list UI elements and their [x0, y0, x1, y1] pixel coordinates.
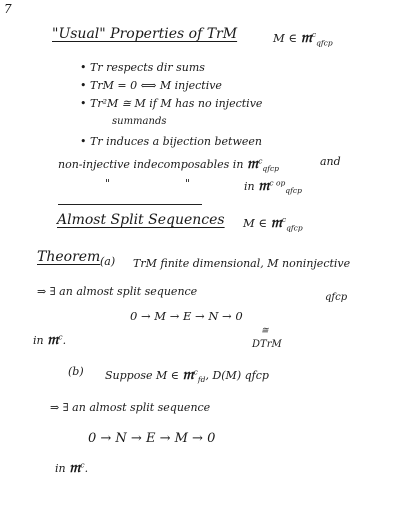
section-divider: [58, 204, 202, 205]
theorem-label: Theorem: [37, 249, 101, 265]
page-number: 7: [4, 2, 12, 16]
dtr-label: DTrM: [252, 339, 282, 350]
ditto-mark: ": [105, 177, 111, 190]
section2-condition: M ∈ 𝔪$^c_{qfcp}$: [243, 213, 303, 233]
section-title-almost-split: Almost Split Sequences: [57, 212, 225, 228]
bullet-item: • Tr respects dir sums: [80, 61, 205, 74]
part-a-label: (a): [100, 255, 116, 268]
bullet-item: • TrM = 0 ⟺ M injective: [80, 79, 222, 92]
part-b-label: (b): [68, 365, 84, 378]
exists-line-a: ⇒ ∃ an almost split sequence: [37, 285, 198, 298]
in-mc-a: in 𝔪$^c$.: [33, 330, 67, 348]
iso-mark: ≅: [261, 326, 269, 336]
side-note-qfcp: qfcp: [325, 292, 348, 303]
bullet-item-continuation: non-injective indecomposables in 𝔪$^c_{qfcp}$: [58, 154, 279, 174]
part-a-text: TrM finite dimensional, M noninjective: [133, 257, 351, 270]
bullet-item: • Tr induces a bijection between: [80, 135, 262, 148]
ditto-mark: ": [185, 177, 191, 190]
sequence-b: 0 → N → E → M → 0: [88, 431, 216, 446]
section1-condition: M ∈ 𝔪$^c_{qfcp}$: [273, 28, 333, 48]
bullet-item-continuation: summands: [112, 116, 167, 127]
exists-line-b: ⇒ ∃ an almost split sequence: [50, 401, 211, 414]
bullet-item-continuation: in 𝔪$^{c op}_{qfcp}$: [244, 176, 302, 196]
sequence-a: 0 → M → E → N → 0: [130, 309, 243, 323]
in-mc-b: in 𝔪$^c$.: [55, 458, 89, 476]
bullet-item: • Tr²M ≅ M if M has no injective: [80, 97, 263, 110]
and-label: and: [320, 155, 341, 168]
section-title-usual-properties: "Usual" Properties of TrM: [52, 26, 238, 42]
part-b-text: Suppose M ∈ 𝔪$^c_{fd}$, D(M) qfcp: [105, 365, 269, 385]
